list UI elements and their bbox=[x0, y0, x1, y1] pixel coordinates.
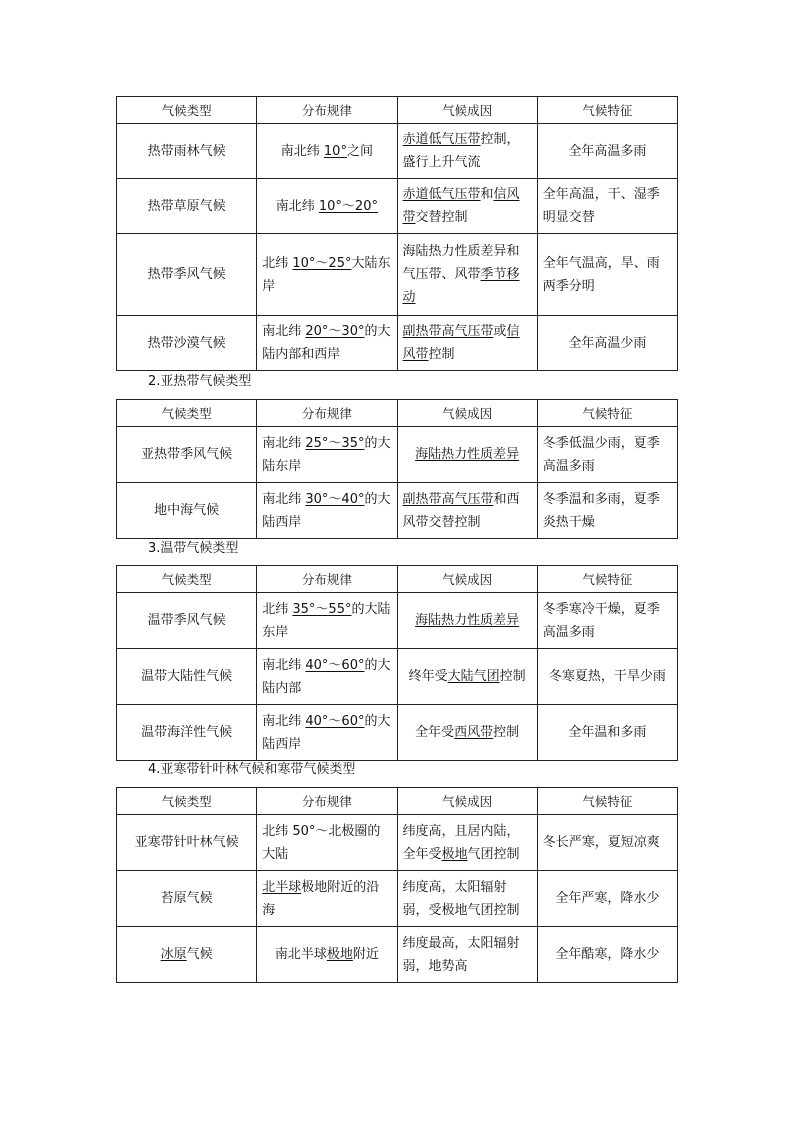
cell-text: 北纬 50°～北极圈的大陆 bbox=[262, 823, 381, 862]
cell-text: 南北纬 bbox=[262, 324, 306, 339]
cell-text: 控制 bbox=[493, 725, 520, 740]
cell-text: 全年受 bbox=[415, 725, 455, 740]
cause-cell bbox=[397, 179, 537, 234]
climate-type-cell: 热带沙漠气候 bbox=[117, 316, 257, 371]
cell-text: 交替控制 bbox=[415, 210, 468, 225]
cell-text: 或 bbox=[493, 324, 507, 339]
cell-text: 大陆东岸 bbox=[262, 255, 391, 294]
temperate-climate-table bbox=[116, 565, 678, 761]
cause-cell bbox=[397, 483, 537, 539]
cell-text: 南北纬 bbox=[262, 491, 306, 507]
underlined-text: 25°～35° bbox=[305, 435, 365, 451]
header-distribution: 分布规律 bbox=[257, 788, 397, 815]
table-row bbox=[117, 124, 678, 179]
distribution-cell bbox=[257, 815, 397, 871]
feature-cell: 全年高温，干、湿季明显交替 bbox=[537, 179, 677, 234]
table-header-row bbox=[117, 566, 678, 593]
underlined-text: 40°～60° bbox=[305, 657, 365, 673]
climate-type-cell: 地中海气候 bbox=[117, 483, 257, 539]
cause-cell bbox=[397, 927, 537, 983]
header-climate-type: 气候类型 bbox=[117, 97, 257, 124]
header-feature: 气候特征 bbox=[537, 400, 677, 427]
cell-text: 的大陆内部和西岸 bbox=[262, 324, 391, 362]
cell-text: 极地附近的沿海 bbox=[262, 879, 380, 918]
underlined-text: 极地 bbox=[326, 947, 353, 962]
table-row bbox=[117, 316, 678, 371]
underlined-text: 北半球 bbox=[262, 879, 302, 895]
distribution-cell bbox=[257, 179, 397, 234]
underlined-text: 10°～20° bbox=[318, 198, 378, 214]
underlined-text: 副热带高气压带 bbox=[402, 491, 494, 507]
distribution-cell bbox=[257, 483, 397, 539]
table-row bbox=[117, 179, 678, 234]
subarctic-polar-climate-table bbox=[116, 787, 678, 983]
underlined-text: 信风带 bbox=[402, 187, 520, 225]
underlined-text: 35°～55° bbox=[292, 601, 352, 617]
cell-text: 之间 bbox=[346, 143, 373, 159]
feature-cell: 冬季温和多雨，夏季炎热干燥 bbox=[537, 483, 677, 539]
underlined-text: 副热带高气压带 bbox=[402, 324, 494, 339]
cell-text: 苔原气候 bbox=[160, 891, 213, 906]
header-cause: 气候成因 bbox=[397, 788, 537, 815]
feature-cell: 全年高温多雨 bbox=[537, 124, 677, 179]
cause-cell bbox=[397, 815, 537, 871]
cell-text: 气团控制 bbox=[467, 846, 520, 862]
distribution-cell bbox=[257, 927, 397, 983]
cell-text: 控制 bbox=[499, 669, 526, 684]
distribution-cell bbox=[257, 124, 397, 179]
table-row bbox=[117, 649, 678, 705]
underlined-text: 大陆气团 bbox=[447, 669, 500, 684]
underlined-text: 西风带 bbox=[454, 725, 494, 740]
climate-type-cell: 热带季风气候 bbox=[117, 234, 257, 316]
header-feature: 气候特征 bbox=[537, 788, 677, 815]
cell-text: 纬度高，太阳辐射弱，受极地气团控制 bbox=[402, 879, 520, 918]
cell-text: 海陆热力性质差异和气压带、风带 bbox=[402, 244, 520, 282]
underlined-text: 20°～30° bbox=[305, 324, 365, 339]
underlined-text: 30°～40° bbox=[305, 491, 365, 507]
table-row bbox=[117, 593, 678, 649]
subtropical-climate-table bbox=[116, 399, 678, 539]
cell-text: 亚寒带针叶林气候 bbox=[134, 835, 239, 850]
feature-cell: 冬季寒冷干燥，夏季高温多雨 bbox=[537, 593, 677, 649]
underlined-text: 海陆热力性质差异 bbox=[415, 447, 520, 462]
distribution-cell bbox=[257, 705, 397, 761]
cell-text: 和 bbox=[480, 187, 494, 202]
cause-cell bbox=[397, 124, 537, 179]
distribution-cell bbox=[257, 871, 397, 927]
underlined-text: 冰原 bbox=[160, 947, 187, 962]
cause-cell bbox=[397, 649, 537, 705]
table-row bbox=[117, 927, 678, 983]
underlined-text: 10°～25° bbox=[292, 255, 352, 271]
underlined-text: 季节移动 bbox=[402, 267, 520, 305]
cause-cell bbox=[397, 871, 537, 927]
feature-cell: 冬长严寒，夏短凉爽 bbox=[537, 815, 677, 871]
header-distribution: 分布规律 bbox=[257, 97, 397, 124]
underlined-text: 极地 bbox=[441, 846, 468, 862]
cause-cell bbox=[397, 427, 537, 483]
distribution-cell bbox=[257, 316, 397, 371]
underlined-text: 海陆热力性质差异 bbox=[415, 613, 520, 628]
climate-type-cell: 亚热带季风气候 bbox=[117, 427, 257, 483]
distribution-cell bbox=[257, 649, 397, 705]
cell-text: 气候 bbox=[186, 947, 213, 962]
climate-type-cell: 热带雨林气候 bbox=[117, 124, 257, 179]
cause-cell bbox=[397, 234, 537, 316]
cell-text: 北纬 bbox=[262, 255, 293, 271]
header-distribution: 分布规律 bbox=[257, 566, 397, 593]
cell-text: 南北纬 bbox=[262, 657, 306, 673]
tropical-climate-table bbox=[116, 96, 678, 371]
underlined-text: 信风带 bbox=[402, 324, 520, 362]
cell-text: 的大陆东岸 bbox=[262, 601, 391, 640]
distribution-cell bbox=[257, 593, 397, 649]
cause-cell bbox=[397, 593, 537, 649]
feature-cell: 全年酷寒，降水少 bbox=[537, 927, 677, 983]
table-header-row bbox=[117, 400, 678, 427]
cell-text: 控制 bbox=[428, 347, 455, 362]
table-header-row bbox=[117, 97, 678, 124]
header-climate-type: 气候类型 bbox=[117, 400, 257, 427]
cell-text: 的大陆西岸 bbox=[262, 491, 391, 530]
cell-text: 纬度高，且居内陆，全年受 bbox=[402, 823, 520, 862]
cell-text: 终年受 bbox=[408, 669, 448, 684]
cell-text: 的大陆内部 bbox=[262, 657, 391, 696]
header-climate-type: 气候类型 bbox=[117, 788, 257, 815]
cell-text: 附近 bbox=[352, 947, 379, 962]
climate-type-cell bbox=[117, 927, 257, 983]
table-row bbox=[117, 483, 678, 539]
header-feature: 气候特征 bbox=[537, 566, 677, 593]
cell-text: 南北半球 bbox=[274, 947, 327, 962]
feature-cell: 全年严寒，降水少 bbox=[537, 871, 677, 927]
cell-text: 纬度最高，太阳辐射弱，地势高 bbox=[402, 935, 520, 974]
table-row bbox=[117, 871, 678, 927]
underlined-text: 赤道低气压带 bbox=[402, 187, 481, 202]
climate-type-cell: 热带草原气候 bbox=[117, 179, 257, 234]
cell-text: 南北纬 bbox=[280, 143, 324, 159]
feature-cell: 全年高温少雨 bbox=[537, 316, 677, 371]
cell-text: 的大陆西岸 bbox=[262, 713, 391, 752]
section-heading-subarctic-polar: 4.亚寒带针叶林气候和寒带气候类型 bbox=[148, 762, 356, 777]
header-cause: 气候成因 bbox=[397, 400, 537, 427]
underlined-text: 40°～60° bbox=[305, 713, 365, 729]
cell-text: 南北纬 bbox=[262, 713, 306, 729]
table-row bbox=[117, 427, 678, 483]
header-distribution: 分布规律 bbox=[257, 400, 397, 427]
section-heading-subtropical: 2.亚热带气候类型 bbox=[148, 374, 252, 389]
distribution-cell bbox=[257, 234, 397, 316]
feature-cell: 全年气温高，旱、雨两季分明 bbox=[537, 234, 677, 316]
header-cause: 气候成因 bbox=[397, 566, 537, 593]
cell-text: 北纬 bbox=[262, 601, 293, 617]
section-heading-temperate: 3.温带气候类型 bbox=[148, 541, 239, 556]
distribution-cell bbox=[257, 427, 397, 483]
cause-cell bbox=[397, 705, 537, 761]
cell-text: 控制，盛行上升气流 bbox=[402, 132, 520, 170]
header-cause: 气候成因 bbox=[397, 97, 537, 124]
cause-cell bbox=[397, 316, 537, 371]
cell-text: 的大陆东岸 bbox=[262, 435, 391, 474]
climate-type-cell: 温带大陆性气候 bbox=[117, 649, 257, 705]
cell-text: 和西风带交替控制 bbox=[402, 491, 520, 530]
climate-type-cell bbox=[117, 871, 257, 927]
header-climate-type: 气候类型 bbox=[117, 566, 257, 593]
table-row bbox=[117, 705, 678, 761]
feature-cell: 全年温和多雨 bbox=[537, 705, 677, 761]
underlined-text: 赤道低气压带 bbox=[402, 132, 481, 147]
climate-type-cell: 温带季风气候 bbox=[117, 593, 257, 649]
header-feature: 气候特征 bbox=[537, 97, 677, 124]
feature-cell: 冬寒夏热，干旱少雨 bbox=[537, 649, 677, 705]
cell-text: 南北纬 bbox=[275, 198, 319, 214]
climate-type-cell: 温带海洋性气候 bbox=[117, 705, 257, 761]
underlined-text: 10° bbox=[323, 143, 347, 159]
table-row bbox=[117, 234, 678, 316]
feature-cell: 冬季低温少雨，夏季高温多雨 bbox=[537, 427, 677, 483]
table-header-row bbox=[117, 788, 678, 815]
table-row bbox=[117, 815, 678, 871]
climate-type-cell bbox=[117, 815, 257, 871]
cell-text: 南北纬 bbox=[262, 435, 306, 451]
